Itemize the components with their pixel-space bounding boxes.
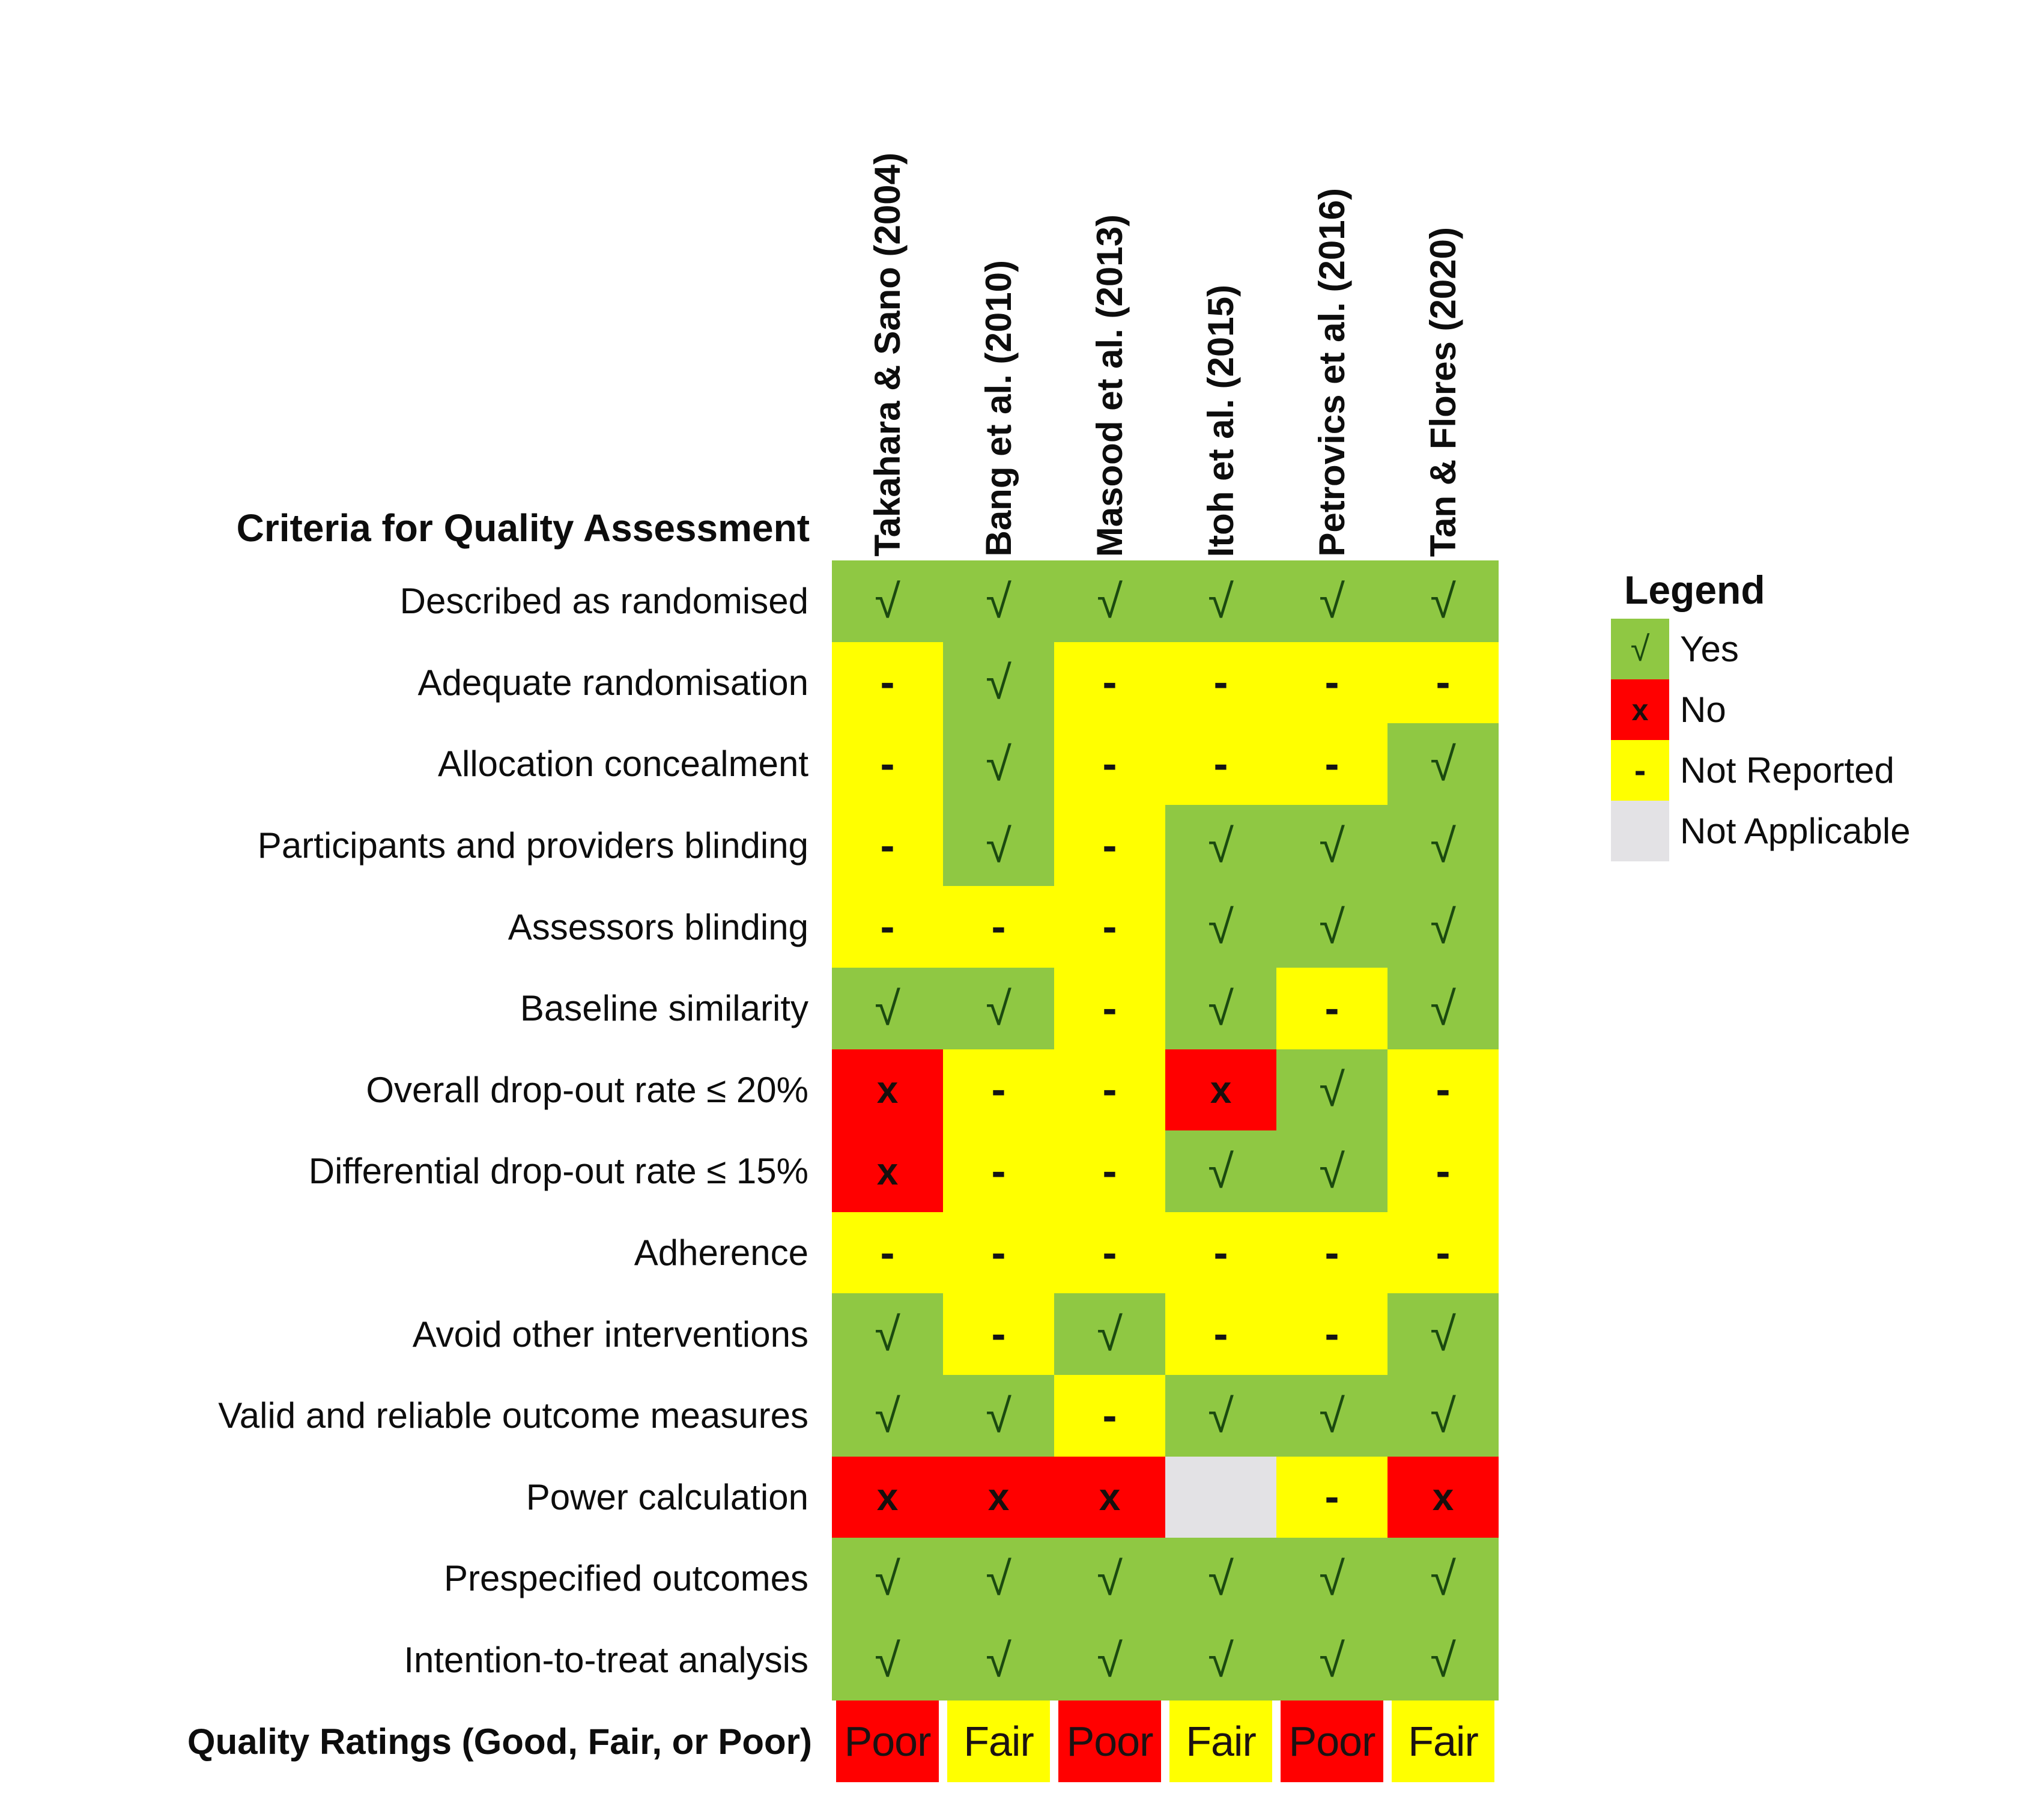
cell-r10-c4-not_reported xyxy=(1165,1293,1276,1375)
criteria-row-label: Described as randomised xyxy=(399,581,808,622)
column-header-2 xyxy=(943,0,1054,560)
cell-symbol: √ xyxy=(875,574,900,628)
cell-r14-c3-yes xyxy=(1054,1619,1165,1701)
cell-r2-c2-yes xyxy=(943,642,1054,724)
cell-r11-c5-yes xyxy=(1276,1375,1387,1457)
cell-symbol: √ xyxy=(986,574,1011,628)
cell-r5-c3-not_reported xyxy=(1054,886,1165,968)
legend-swatch-no xyxy=(1611,679,1669,740)
rating-cell-c5 xyxy=(1281,1700,1383,1782)
legend-swatch-yes xyxy=(1611,619,1669,679)
cell-r13-c5-yes xyxy=(1276,1538,1387,1619)
cell-r3-c5-not_reported xyxy=(1276,723,1387,805)
criteria-row-label: Allocation concealment xyxy=(437,744,808,784)
cell-symbol: √ xyxy=(1097,574,1123,628)
cell-symbol: √ xyxy=(1430,1633,1456,1687)
cell-symbol: - xyxy=(1436,1066,1451,1114)
cell-symbol: √ xyxy=(1430,1552,1456,1605)
legend-items xyxy=(1611,619,2043,861)
legend-swatch-not_applicable xyxy=(1611,801,1669,861)
cell-r7-c3-not_reported xyxy=(1054,1049,1165,1131)
cell-symbol: - xyxy=(991,1228,1006,1277)
rating-value: Fair xyxy=(963,1718,1034,1765)
rating-cell-c1 xyxy=(836,1700,939,1782)
cell-r4-c4-yes xyxy=(1165,805,1276,887)
cell-r8-c6-not_reported xyxy=(1387,1130,1499,1212)
cell-r9-c4-not_reported xyxy=(1165,1212,1276,1294)
cell-symbol: √ xyxy=(1208,900,1234,954)
cell-symbol: √ xyxy=(986,656,1011,709)
cell-symbol: - xyxy=(1324,1473,1339,1521)
criteria-row-label: Baseline similarity xyxy=(520,988,808,1029)
column-header-3 xyxy=(1054,0,1165,560)
cell-r14-c1-yes xyxy=(832,1619,943,1701)
cell-r9-c3-not_reported xyxy=(1054,1212,1165,1294)
cell-symbol: x xyxy=(876,1068,899,1112)
cell-r9-c5-not_reported xyxy=(1276,1212,1387,1294)
cell-symbol: x xyxy=(876,1475,899,1519)
legend-symbol: - xyxy=(1634,750,1646,790)
cell-symbol: √ xyxy=(986,981,1011,1035)
column-header-6 xyxy=(1387,0,1499,560)
cell-symbol: √ xyxy=(1430,737,1456,790)
cell-symbol: √ xyxy=(1208,574,1234,628)
cell-r4-c6-yes xyxy=(1387,805,1499,887)
cell-symbol: √ xyxy=(1097,1552,1123,1605)
cell-r12-c5-not_reported xyxy=(1276,1457,1387,1538)
cell-symbol: - xyxy=(1102,658,1117,707)
cell-r11-c3-not_reported xyxy=(1054,1375,1165,1457)
cell-symbol: √ xyxy=(1319,900,1345,954)
cell-symbol: √ xyxy=(1319,1389,1345,1442)
cell-symbol: - xyxy=(1213,1228,1228,1277)
cell-r12-c6-no xyxy=(1387,1457,1499,1538)
cell-symbol: x xyxy=(1099,1475,1121,1519)
cell-symbol: √ xyxy=(1319,1063,1345,1117)
cell-symbol: - xyxy=(991,1310,1006,1359)
column-header-4 xyxy=(1165,0,1276,560)
cell-r13-c2-yes xyxy=(943,1538,1054,1619)
cell-r12-c2-no xyxy=(943,1457,1054,1538)
cell-symbol: √ xyxy=(1319,819,1345,872)
cell-r1-c1-yes xyxy=(832,560,943,642)
legend xyxy=(1611,560,2043,861)
cell-symbol: - xyxy=(1102,1228,1117,1277)
cell-symbol: x xyxy=(1432,1475,1454,1519)
cell-symbol: - xyxy=(880,1228,895,1277)
cell-symbol: - xyxy=(880,658,895,707)
rating-value: Poor xyxy=(844,1718,931,1765)
legend-label: Not Applicable xyxy=(1680,811,1911,851)
criteria-row-label: Participants and providers blinding xyxy=(257,825,808,866)
cell-symbol: √ xyxy=(986,1633,1011,1687)
cell-symbol: √ xyxy=(1208,981,1234,1035)
cell-r13-c6-yes xyxy=(1387,1538,1499,1619)
rating-row-label: Quality Ratings (Good, Fair, or Poor) xyxy=(187,1721,812,1762)
cell-r9-c6-not_reported xyxy=(1387,1212,1499,1294)
cell-r11-c4-yes xyxy=(1165,1375,1276,1457)
rating-value: Fair xyxy=(1186,1718,1256,1765)
cell-symbol: √ xyxy=(986,819,1011,872)
cell-r14-c5-yes xyxy=(1276,1619,1387,1701)
cell-r14-c6-yes xyxy=(1387,1619,1499,1701)
criteria-row-label: Avoid other interventions xyxy=(412,1314,808,1355)
cell-r1-c3-yes xyxy=(1054,560,1165,642)
cell-symbol: √ xyxy=(875,981,900,1035)
legend-label: No xyxy=(1680,690,1726,730)
criteria-row-label: Valid and reliable outcome measures xyxy=(218,1395,808,1436)
cell-symbol: - xyxy=(1213,1310,1228,1359)
cell-symbol: x xyxy=(1210,1068,1232,1112)
cell-symbol: - xyxy=(1102,984,1117,1033)
cell-symbol: - xyxy=(1324,1310,1339,1359)
cell-symbol: √ xyxy=(1097,1633,1123,1687)
rating-value: Poor xyxy=(1066,1718,1153,1765)
legend-swatch-not_reported xyxy=(1611,740,1669,801)
rating-value: Fair xyxy=(1408,1718,1478,1765)
criteria-row-labels xyxy=(0,560,818,1782)
cell-symbol: - xyxy=(1324,1228,1339,1277)
quality-heatmap-grid xyxy=(832,560,1499,1782)
cell-r5-c6-yes xyxy=(1387,886,1499,968)
cell-r1-c5-yes xyxy=(1276,560,1387,642)
cell-symbol: √ xyxy=(1319,1633,1345,1687)
cell-r6-c3-not_reported xyxy=(1054,968,1165,1049)
cell-r5-c2-not_reported xyxy=(943,886,1054,968)
cell-symbol: - xyxy=(1102,1147,1117,1195)
column-header-label: Takahara & Sano (2004) xyxy=(867,153,908,557)
legend-label: Yes xyxy=(1680,629,1739,669)
cell-symbol: - xyxy=(1213,658,1228,707)
criteria-row-label: Assessors blinding xyxy=(508,906,808,947)
cell-r8-c4-yes xyxy=(1165,1130,1276,1212)
legend-item-not_reported xyxy=(1611,740,2043,801)
cell-r1-c4-yes xyxy=(1165,560,1276,642)
cell-r2-c4-not_reported xyxy=(1165,642,1276,724)
cell-r7-c2-not_reported xyxy=(943,1049,1054,1131)
cell-r8-c3-not_reported xyxy=(1054,1130,1165,1212)
criteria-row-label: Intention-to-treat analysis xyxy=(404,1640,808,1681)
cell-r8-c5-yes xyxy=(1276,1130,1387,1212)
cell-r3-c3-not_reported xyxy=(1054,723,1165,805)
cell-r2-c5-not_reported xyxy=(1276,642,1387,724)
cell-symbol: - xyxy=(1213,739,1228,788)
cell-r13-c4-yes xyxy=(1165,1538,1276,1619)
cell-r10-c6-yes xyxy=(1387,1293,1499,1375)
cell-r6-c4-yes xyxy=(1165,968,1276,1049)
cell-symbol: √ xyxy=(1319,1144,1345,1198)
legend-item-not_applicable xyxy=(1611,801,2043,861)
cell-r7-c1-no xyxy=(832,1049,943,1131)
cell-r10-c5-not_reported xyxy=(1276,1293,1387,1375)
legend-label: Not Reported xyxy=(1680,750,1894,790)
column-header-label: Bang et al. (2010) xyxy=(978,260,1019,557)
criteria-row-label: Overall drop-out rate ≤ 20% xyxy=(366,1069,808,1110)
cell-r6-c1-yes xyxy=(832,968,943,1049)
cell-symbol: - xyxy=(991,903,1006,951)
column-header-1 xyxy=(832,0,943,560)
cell-r1-c2-yes xyxy=(943,560,1054,642)
legend-title: Legend xyxy=(1624,567,1765,612)
cell-symbol: √ xyxy=(875,1389,900,1442)
cell-symbol: √ xyxy=(1208,1552,1234,1605)
cell-r2-c6-not_reported xyxy=(1387,642,1499,724)
rating-cell-c6 xyxy=(1392,1700,1494,1782)
cell-r11-c1-yes xyxy=(832,1375,943,1457)
cell-symbol: √ xyxy=(1319,1552,1345,1605)
criteria-column-title: Criteria for Quality Assessment xyxy=(236,506,810,550)
cell-symbol: √ xyxy=(1208,1633,1234,1687)
cell-r3-c2-yes xyxy=(943,723,1054,805)
cell-r8-c2-not_reported xyxy=(943,1130,1054,1212)
legend-item-yes xyxy=(1611,619,2043,679)
cell-symbol: √ xyxy=(1430,574,1456,628)
cell-symbol: √ xyxy=(1430,1308,1456,1361)
legend-symbol: x xyxy=(1631,693,1649,727)
cell-r5-c4-yes xyxy=(1165,886,1276,968)
cell-r13-c1-yes xyxy=(832,1538,943,1619)
cell-r14-c4-yes xyxy=(1165,1619,1276,1701)
cell-r10-c2-not_reported xyxy=(943,1293,1054,1375)
cell-symbol: √ xyxy=(875,1633,900,1687)
cell-symbol: - xyxy=(991,1147,1006,1195)
cell-r12-c3-no xyxy=(1054,1457,1165,1538)
cell-r1-c6-yes xyxy=(1387,560,1499,642)
cell-symbol: - xyxy=(1436,1147,1451,1195)
cell-r3-c4-not_reported xyxy=(1165,723,1276,805)
cell-r14-c2-yes xyxy=(943,1619,1054,1701)
rating-cell-c4 xyxy=(1169,1700,1272,1782)
cell-symbol: - xyxy=(1102,903,1117,951)
column-header-label: Petrovics et al. (2016) xyxy=(1312,188,1352,557)
cell-r4-c2-yes xyxy=(943,805,1054,887)
rating-cell-c3 xyxy=(1058,1700,1161,1782)
cell-r8-c1-no xyxy=(832,1130,943,1212)
cell-symbol: - xyxy=(880,739,895,788)
cell-symbol: √ xyxy=(1208,1144,1234,1198)
column-header-label: Masood et al. (2013) xyxy=(1090,214,1130,557)
cell-symbol: √ xyxy=(1430,900,1456,954)
cell-symbol: - xyxy=(1436,1228,1451,1277)
cell-symbol: √ xyxy=(986,1552,1011,1605)
cell-symbol: √ xyxy=(875,1308,900,1361)
cell-r5-c1-not_reported xyxy=(832,886,943,968)
cell-r6-c2-yes xyxy=(943,968,1054,1049)
cell-r2-c3-not_reported xyxy=(1054,642,1165,724)
cell-r6-c6-yes xyxy=(1387,968,1499,1049)
cell-symbol: √ xyxy=(1208,1389,1234,1442)
criteria-row-label: Prespecified outcomes xyxy=(444,1558,808,1599)
cell-r7-c6-not_reported xyxy=(1387,1049,1499,1131)
cell-r4-c3-not_reported xyxy=(1054,805,1165,887)
cell-symbol: √ xyxy=(1430,1389,1456,1442)
cell-symbol: - xyxy=(1436,658,1451,707)
criteria-row-label: Adequate randomisation xyxy=(417,662,808,703)
criteria-row-label: Adherence xyxy=(634,1233,808,1273)
cell-r12-c1-no xyxy=(832,1457,943,1538)
cell-r9-c2-not_reported xyxy=(943,1212,1054,1294)
criteria-row-label: Differential drop-out rate ≤ 15% xyxy=(308,1151,808,1192)
cell-r10-c1-yes xyxy=(832,1293,943,1375)
cell-symbol: √ xyxy=(1430,981,1456,1035)
cell-r3-c6-yes xyxy=(1387,723,1499,805)
cell-symbol: - xyxy=(1102,1066,1117,1114)
cell-r6-c5-not_reported xyxy=(1276,968,1387,1049)
cell-symbol: - xyxy=(1102,821,1117,870)
criteria-row-label: Power calculation xyxy=(526,1476,808,1517)
cell-symbol: - xyxy=(880,821,895,870)
cell-r11-c2-yes xyxy=(943,1375,1054,1457)
cell-r9-c1-not_reported xyxy=(832,1212,943,1294)
cell-r11-c6-yes xyxy=(1387,1375,1499,1457)
study-column-headers xyxy=(832,0,1499,560)
cell-symbol: √ xyxy=(875,1552,900,1605)
column-header-5 xyxy=(1276,0,1387,560)
column-header-label: Tan & Flores (2020) xyxy=(1423,226,1463,557)
cell-symbol: - xyxy=(1102,739,1117,788)
legend-symbol: √ xyxy=(1630,629,1650,669)
cell-symbol: - xyxy=(1324,658,1339,707)
cell-symbol: √ xyxy=(1319,574,1345,628)
cell-symbol: √ xyxy=(986,737,1011,790)
cell-symbol: √ xyxy=(1208,819,1234,872)
cell-symbol: - xyxy=(1324,739,1339,788)
rating-cell-c2 xyxy=(947,1700,1050,1782)
cell-symbol: √ xyxy=(1430,819,1456,872)
cell-symbol: x xyxy=(987,1475,1010,1519)
legend-item-no xyxy=(1611,679,2043,740)
cell-symbol: - xyxy=(880,903,895,951)
cell-r12-c4-not_applicable xyxy=(1165,1457,1276,1538)
cell-symbol: - xyxy=(1102,1391,1117,1440)
cell-r10-c3-yes xyxy=(1054,1293,1165,1375)
cell-r2-c1-not_reported xyxy=(832,642,943,724)
rating-value: Poor xyxy=(1288,1718,1375,1765)
cell-r13-c3-yes xyxy=(1054,1538,1165,1619)
cell-r7-c5-yes xyxy=(1276,1049,1387,1131)
cell-r5-c5-yes xyxy=(1276,886,1387,968)
column-header-label: Itoh et al. (2015) xyxy=(1201,284,1241,557)
cell-r4-c5-yes xyxy=(1276,805,1387,887)
cell-symbol: - xyxy=(991,1066,1006,1114)
cell-r3-c1-not_reported xyxy=(832,723,943,805)
cell-symbol: √ xyxy=(986,1389,1011,1442)
cell-symbol: x xyxy=(876,1149,899,1193)
cell-r7-c4-no xyxy=(1165,1049,1276,1131)
cell-symbol: - xyxy=(1324,984,1339,1033)
cell-symbol: √ xyxy=(1097,1308,1123,1361)
cell-r4-c1-not_reported xyxy=(832,805,943,887)
